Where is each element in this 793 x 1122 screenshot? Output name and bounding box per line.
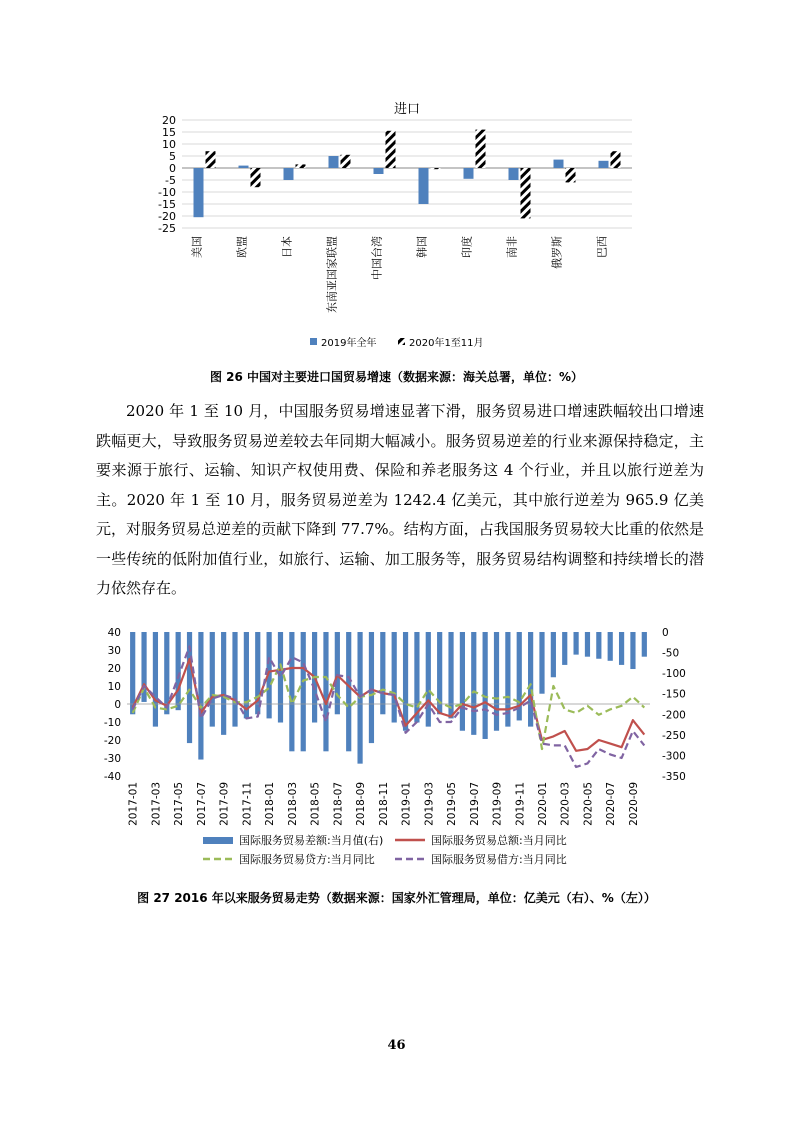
y-tick-label: 10 xyxy=(162,138,176,151)
balance-bar xyxy=(585,632,590,657)
y-tick-label: 0 xyxy=(169,162,176,175)
x-tick-label: 2020-01 xyxy=(536,782,549,826)
balance-bar xyxy=(221,632,226,735)
balance-bar xyxy=(414,632,419,723)
y-tick-label: -10 xyxy=(158,186,176,199)
balance-bar xyxy=(642,632,647,657)
balance-bar xyxy=(528,632,533,727)
legend-label: 国际服务贸易总额:当月同比 xyxy=(431,834,567,847)
y-tick-label: -5 xyxy=(165,174,176,187)
bar-2019 xyxy=(599,161,609,168)
category-label: 南非 xyxy=(505,236,519,258)
balance-bar xyxy=(198,632,203,760)
category-label: 日本 xyxy=(280,236,294,258)
balance-bar xyxy=(380,632,385,714)
balance-bar xyxy=(210,632,215,727)
legend-swatch-2019 xyxy=(310,338,317,345)
bar-2020 xyxy=(431,168,441,169)
x-tick-label: 2017-01 xyxy=(127,782,140,826)
legend-label-2020: 2020年1至11月 xyxy=(409,338,484,349)
x-tick-label: 2018-05 xyxy=(309,782,322,826)
right-tick-label: -300 xyxy=(662,750,686,763)
category-label: 巴西 xyxy=(595,236,609,258)
balance-bar xyxy=(483,632,488,739)
balance-bar xyxy=(301,632,306,751)
balance-bar xyxy=(278,632,283,723)
left-tick-label: 30 xyxy=(107,645,121,657)
page-number: 46 xyxy=(387,1038,406,1053)
balance-bar xyxy=(232,632,237,727)
balance-bar xyxy=(323,632,328,751)
balance-bar xyxy=(460,632,465,731)
bar-2020 xyxy=(206,151,216,168)
category-label: 东南亚国家联盟 xyxy=(325,236,339,313)
service-trade-chart xyxy=(95,620,695,875)
y-tick-label: 15 xyxy=(162,126,176,139)
bar-2019 xyxy=(554,160,564,168)
legend-swatch xyxy=(203,837,233,844)
balance-bar xyxy=(403,632,408,731)
balance-bar xyxy=(289,632,294,751)
balance-bar xyxy=(619,632,624,665)
x-tick-label: 2018-07 xyxy=(332,782,345,826)
bar-2019 xyxy=(284,168,294,180)
series-line xyxy=(133,646,645,767)
balance-bar xyxy=(244,632,249,718)
balance-bar xyxy=(471,632,476,735)
y-tick-label: -25 xyxy=(158,222,176,235)
category-label: 中国台湾 xyxy=(370,236,384,280)
right-tick-label: -200 xyxy=(662,709,686,722)
x-tick-label: 2020-03 xyxy=(559,782,572,826)
balance-bar xyxy=(153,632,158,727)
bar-2019 xyxy=(374,168,384,174)
left-tick-label: 40 xyxy=(107,627,121,639)
bar-2019 xyxy=(194,168,204,217)
x-tick-label: 2017-03 xyxy=(150,782,163,826)
category-label: 俄罗斯 xyxy=(550,236,564,269)
legend-label: 国际服务贸易贷方:当月同比 xyxy=(239,853,375,866)
right-tick-label: -250 xyxy=(662,729,686,742)
balance-bar xyxy=(551,632,556,677)
bar-2020 xyxy=(386,131,396,168)
category-label: 美国 xyxy=(190,236,204,258)
x-tick-label: 2018-01 xyxy=(264,782,277,826)
bar-2019 xyxy=(329,156,339,168)
balance-bar xyxy=(494,632,499,731)
x-tick-label: 2020-07 xyxy=(605,782,618,826)
x-tick-label: 2017-07 xyxy=(195,782,208,826)
left-tick-label: -30 xyxy=(103,753,121,765)
x-tick-label: 2017-09 xyxy=(218,782,231,826)
body-text xyxy=(96,397,704,604)
balance-bar xyxy=(630,632,635,669)
legend-label: 国际服务贸易差额:当月值(右) xyxy=(239,834,384,847)
balance-bar xyxy=(608,632,613,661)
legend-swatch-2020 xyxy=(398,338,405,345)
import-growth-chart xyxy=(140,98,650,360)
x-tick-label: 2017-05 xyxy=(173,782,186,826)
category-label: 印度 xyxy=(460,236,474,258)
balance-bar xyxy=(562,632,567,665)
balance-bar xyxy=(346,632,351,751)
x-tick-label: 2018-11 xyxy=(377,782,390,826)
x-tick-label: 2019-09 xyxy=(491,782,504,826)
left-tick-label: 20 xyxy=(107,663,121,675)
category-label: 欧盟 xyxy=(235,236,249,258)
bar-2020 xyxy=(296,164,306,168)
y-tick-label: 20 xyxy=(162,114,176,127)
bar-2019 xyxy=(419,168,429,204)
balance-bar xyxy=(335,632,340,714)
right-tick-label: -100 xyxy=(662,668,686,681)
right-tick-label: -50 xyxy=(662,647,680,660)
right-tick-label: 0 xyxy=(662,627,669,639)
balance-bar xyxy=(426,632,431,727)
left-tick-label: 0 xyxy=(114,699,121,711)
right-tick-label: -150 xyxy=(662,688,686,701)
balance-bar xyxy=(176,632,181,710)
body-paragraph: 2020 年 1 至 10 月，中国服务贸易增速显著下滑，服务贸易进口增速跌幅较出口增速跌幅更大，导致服务贸易逆差较去年同期大幅减小。服务贸易逆差的行业来源保持稳定，主要来源于旅行、运输、知识产权使用费、保险和养老服务这 4 个行业，并且以旅行逆差为主。2020 年 1 至 10 月，服务贸易逆差为 1242.4 亿美元，其中旅行逆差为 965.9 亿美元，对服务贸易总逆差的贡献下降到 77.7%。结构方面，占我国服务贸易较大比重的依然是一些传统的低附加值行业，如旅行、运输、加工服务等，服务贸易结构调整和持续增长的潜力依然存在。 xyxy=(96,402,704,597)
balance-bar xyxy=(392,632,397,723)
left-tick-label: -40 xyxy=(103,771,121,783)
balance-bar xyxy=(539,632,544,694)
left-tick-label: -10 xyxy=(103,717,121,729)
legend-label: 国际服务贸易借方:当月同比 xyxy=(431,853,567,866)
bar-2020 xyxy=(341,155,351,168)
y-tick-label: 5 xyxy=(169,150,176,163)
bar-2020 xyxy=(521,168,531,218)
bar-2019 xyxy=(239,166,249,168)
balance-bar xyxy=(596,632,601,659)
balance-bar xyxy=(573,632,578,655)
left-tick-label: -20 xyxy=(103,735,121,747)
y-tick-label: -20 xyxy=(158,210,176,223)
y-tick-label: -15 xyxy=(158,198,176,211)
x-tick-label: 2019-11 xyxy=(514,782,527,826)
x-tick-label: 2018-03 xyxy=(286,782,299,826)
bar-2019 xyxy=(509,168,519,180)
bar-2019 xyxy=(464,168,474,179)
x-tick-label: 2020-09 xyxy=(627,782,640,826)
x-tick-label: 2019-01 xyxy=(400,782,413,826)
bar-2020 xyxy=(566,168,576,182)
figure-27-caption: 图 27 2016 年以来服务贸易走势（数据来源：国家外汇管理局，单位：亿美元（右）、%（左）） xyxy=(137,891,656,905)
balance-bar xyxy=(369,632,374,743)
balance-bar xyxy=(448,632,453,718)
category-label: 韩国 xyxy=(415,236,429,258)
figure-26-caption: 图 26 中国对主要进口国贸易增速（数据来源：海关总署，单位：%） xyxy=(209,370,584,384)
bar-2020 xyxy=(251,168,261,187)
x-tick-label: 2017-11 xyxy=(241,782,254,826)
x-tick-label: 2020-05 xyxy=(582,782,595,826)
bar-2020 xyxy=(611,151,621,168)
x-tick-label: 2019-07 xyxy=(468,782,481,826)
bar-2020 xyxy=(476,130,486,168)
x-tick-label: 2019-03 xyxy=(423,782,436,826)
x-tick-label: 2018-09 xyxy=(355,782,368,826)
x-tick-label: 2019-05 xyxy=(446,782,459,826)
chart-title: 进口 xyxy=(393,102,421,117)
legend-label-2019: 2019年全年 xyxy=(321,338,377,349)
left-tick-label: 10 xyxy=(107,681,121,693)
right-tick-label: -350 xyxy=(662,771,686,783)
